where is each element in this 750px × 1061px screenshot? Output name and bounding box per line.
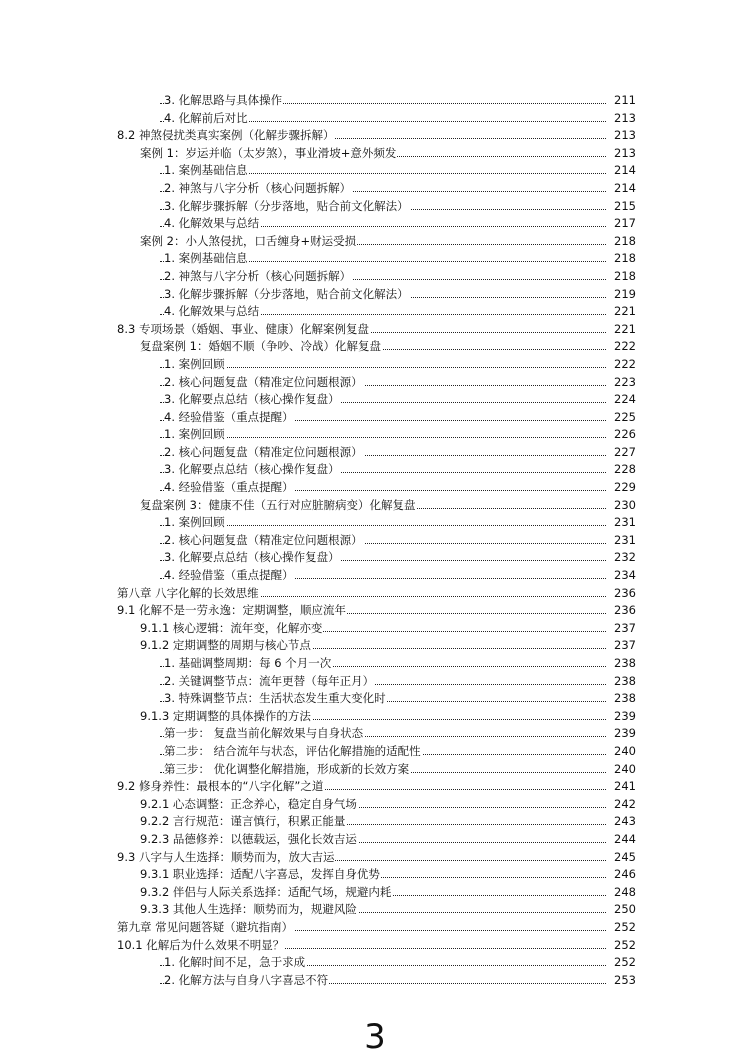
toc-entry[interactable]	[0, 215, 750, 233]
toc-entry-title[interactable]: 第二步： 结合流年与状态，评估化解措施的适配性	[164, 743, 422, 761]
page-number: 3	[364, 1017, 386, 1057]
toc-entry-title[interactable]: 2. 关键调整节点：流年更替（每年正月）	[164, 673, 375, 691]
toc-entry-page[interactable]: 213	[607, 145, 636, 163]
toc-entry-title[interactable]: 9.1 化解不是一劳永逸：定期调整，顺应流年	[117, 602, 347, 620]
toc-entry-title[interactable]: 3. 化解步骤拆解（分步落地，贴合前文化解法）	[164, 286, 410, 304]
toc-entry-title[interactable]: 2. 化解方法与自身八字喜忌不符	[164, 972, 329, 990]
toc-entry[interactable]	[0, 198, 750, 216]
toc-entry-page[interactable]: 218	[607, 233, 636, 251]
toc-entry-title[interactable]: 第八章 八字化解的长效思维	[117, 585, 260, 603]
toc-entry[interactable]	[0, 514, 750, 532]
toc-entry-title[interactable]: 3. 特殊调整节点：生活状态发生重大变化时	[164, 690, 387, 708]
toc-entry-title[interactable]: 1. 案例回顾	[164, 356, 226, 374]
toc-entry-title[interactable]: 2. 核心问题复盘（精准定位问题根源）	[164, 532, 364, 550]
toc-entry-title[interactable]: 3. 化解思路与具体操作	[164, 92, 283, 110]
toc-entry[interactable]	[0, 567, 750, 585]
toc-entry-page[interactable]: 234	[607, 567, 636, 585]
toc-entry-title[interactable]: 2. 核心问题复盘（精准定位问题根源）	[164, 374, 364, 392]
toc-entry-page[interactable]: 218	[607, 250, 636, 268]
toc-entry-page[interactable]: 224	[607, 391, 636, 409]
toc-entry[interactable]	[0, 743, 750, 761]
toc-entry-page[interactable]: 222	[607, 356, 636, 374]
toc-entry[interactable]	[0, 303, 750, 321]
toc-entry[interactable]	[0, 92, 750, 110]
toc-entry-page[interactable]: 221	[607, 321, 636, 339]
toc-entry-page[interactable]: 252	[607, 954, 636, 972]
toc-entry-page[interactable]: 236	[607, 585, 636, 603]
toc-entry-page[interactable]: 245	[607, 849, 636, 867]
toc-entry-page[interactable]: 225	[607, 409, 636, 427]
toc-entry-page[interactable]: 250	[607, 901, 636, 919]
toc-entry-page[interactable]: 239	[607, 725, 636, 743]
toc-entry-title[interactable]: 1. 案例基础信息	[164, 162, 249, 180]
toc-entry[interactable]	[0, 233, 750, 251]
toc-entry-page[interactable]: 219	[607, 286, 636, 304]
toc-entry-title[interactable]: 10.1 化解后为什么效果不明显？	[117, 937, 285, 955]
table-of-contents	[0, 92, 750, 989]
toc-entry-title[interactable]: 9.2.1 心态调整：正念养心，稳定自身气场	[140, 796, 358, 814]
toc-entry-title[interactable]: 4. 经验借鉴（重点提醒）	[164, 409, 295, 427]
toc-entry[interactable]	[0, 250, 750, 268]
toc-entry[interactable]	[0, 813, 750, 831]
toc-entry-title[interactable]: 3. 化解要点总结（核心操作复盘）	[164, 391, 341, 409]
toc-entry[interactable]	[0, 866, 750, 884]
toc-entry-title[interactable]: 3. 化解要点总结（核心操作复盘）	[164, 461, 341, 479]
toc-entry-page[interactable]: 230	[607, 497, 636, 515]
toc-entry-page[interactable]: 248	[607, 884, 636, 902]
toc-entry-title[interactable]: 1. 化解时间不足，急于求成	[164, 954, 306, 972]
toc-entry[interactable]	[0, 127, 750, 145]
toc-entry-title[interactable]: 9.3.2 伴侣与人际关系选择：适配气场，规避内耗	[140, 884, 392, 902]
toc-entry[interactable]	[0, 444, 750, 462]
toc-entry[interactable]	[0, 426, 750, 444]
toc-entry[interactable]	[0, 180, 750, 198]
toc-entry[interactable]	[0, 110, 750, 128]
toc-entry-title[interactable]: 3. 化解步骤拆解（分步落地，贴合前文化解法）	[164, 198, 410, 216]
toc-entry[interactable]	[0, 532, 750, 550]
toc-entry-page[interactable]: 221	[607, 303, 636, 321]
toc-entry-title[interactable]: 8.2 神煞侵扰类真实案例（化解步骤拆解）	[117, 127, 335, 145]
toc-entry[interactable]	[0, 602, 750, 620]
toc-entry[interactable]	[0, 479, 750, 497]
toc-entry-title[interactable]: 2. 神煞与八字分析（核心问题拆解）	[164, 268, 352, 286]
toc-entry[interactable]	[0, 849, 750, 867]
toc-entry[interactable]	[0, 409, 750, 427]
toc-entry-title[interactable]: 第九章 常见问题答疑（避坑指南）	[117, 919, 294, 937]
toc-entry[interactable]	[0, 673, 750, 691]
toc-entry-title[interactable]: 复盘案例 1：婚姻不顺（争吵、冷战）化解复盘	[140, 338, 382, 356]
toc-entry-page[interactable]: 238	[607, 690, 636, 708]
toc-entry-page[interactable]: 246	[607, 866, 636, 884]
toc-entry-page[interactable]: 239	[607, 708, 636, 726]
toc-entry[interactable]	[0, 761, 750, 779]
toc-entry[interactable]	[0, 620, 750, 638]
toc-entry-page[interactable]: 214	[607, 162, 636, 180]
toc-entry-page[interactable]: 236	[607, 602, 636, 620]
toc-entry-page[interactable]: 241	[607, 778, 636, 796]
toc-entry-title[interactable]: 9.1.1 核心逻辑：流年变，化解亦变	[140, 620, 323, 638]
toc-entry-page[interactable]: 229	[607, 479, 636, 497]
toc-entry-page[interactable]: 240	[607, 761, 636, 779]
toc-entry-page[interactable]: 214	[607, 180, 636, 198]
toc-entry-title[interactable]: 4. 化解前后对比	[164, 110, 249, 128]
toc-entry[interactable]	[0, 145, 750, 163]
toc-entry[interactable]	[0, 338, 750, 356]
toc-entry[interactable]	[0, 725, 750, 743]
toc-entry[interactable]	[0, 391, 750, 409]
dot-leader	[160, 437, 636, 438]
toc-entry[interactable]	[0, 690, 750, 708]
toc-entry[interactable]	[0, 286, 750, 304]
toc-entry[interactable]	[0, 549, 750, 567]
toc-entry-page[interactable]: 231	[607, 514, 636, 532]
toc-entry[interactable]	[0, 268, 750, 286]
toc-entry-page[interactable]: 252	[607, 937, 636, 955]
toc-entry-page[interactable]: 252	[607, 919, 636, 937]
toc-entry-title[interactable]: 第三步： 优化调整化解措施，形成新的长效方案	[164, 761, 410, 779]
toc-entry-page[interactable]: 237	[607, 620, 636, 638]
toc-entry[interactable]	[0, 796, 750, 814]
toc-entry-title[interactable]: 案例 1：岁运并临（太岁煞），事业滑坡+意外频发	[140, 145, 397, 163]
toc-entry-page[interactable]: 211	[607, 92, 636, 110]
toc-entry-title[interactable]: 9.3.1 职业选择：适配八字喜忌，发挥自身优势	[140, 866, 381, 884]
toc-entry-title[interactable]: 复盘案例 3：健康不佳（五行对应脏腑病变）化解复盘	[140, 497, 416, 515]
toc-entry[interactable]	[0, 461, 750, 479]
toc-entry[interactable]	[0, 919, 750, 937]
toc-entry-page[interactable]: 232	[607, 549, 636, 567]
toc-entry[interactable]	[0, 497, 750, 515]
toc-entry-title[interactable]: 9.1.3 定期调整的具体操作的方法	[140, 708, 312, 726]
toc-entry-title[interactable]: 4. 经验借鉴（重点提醒）	[164, 567, 295, 585]
toc-entry-title[interactable]: 1. 基础调整周期：每 6 个月一次	[164, 655, 332, 673]
toc-entry[interactable]	[0, 937, 750, 955]
toc-entry[interactable]	[0, 901, 750, 919]
toc-entry[interactable]	[0, 162, 750, 180]
toc-entry-title[interactable]: 9.2.3 品德修养：以德载运，强化长效吉运	[140, 831, 358, 849]
toc-entry-title[interactable]: 4. 化解效果与总结	[164, 303, 260, 321]
toc-entry-page[interactable]: 228	[607, 461, 636, 479]
toc-entry[interactable]	[0, 778, 750, 796]
toc-entry-page[interactable]: 227	[607, 444, 636, 462]
toc-entry-page[interactable]: 237	[607, 637, 636, 655]
toc-entry-title[interactable]: 9.3.3 其他人生选择：顺势而为，规避风险	[140, 901, 358, 919]
toc-entry-page[interactable]: 223	[607, 374, 636, 392]
toc-entry-page[interactable]: 213	[607, 110, 636, 128]
toc-entry-page[interactable]: 226	[607, 426, 636, 444]
dot-leader	[160, 525, 636, 526]
toc-entry-page[interactable]: 215	[607, 198, 636, 216]
toc-entry-title[interactable]: 2. 核心问题复盘（精准定位问题根源）	[164, 444, 364, 462]
toc-entry-page[interactable]: 217	[607, 215, 636, 233]
toc-entry-page[interactable]: 238	[607, 673, 636, 691]
toc-entry-title[interactable]: 4. 化解效果与总结	[164, 215, 260, 233]
toc-entry-title[interactable]: 9.3 八字与人生选择：顺势而为，放大吉运	[117, 849, 335, 867]
toc-entry-title[interactable]: 第一步： 复盘当前化解效果与自身状态	[164, 725, 364, 743]
toc-entry-page[interactable]: 243	[607, 813, 636, 831]
toc-entry[interactable]	[0, 637, 750, 655]
toc-entry-page[interactable]: 253	[607, 972, 636, 990]
toc-entry-title[interactable]: 1. 案例基础信息	[164, 250, 249, 268]
toc-entry-title[interactable]: 9.1.2 定期调整的周期与核心节点	[140, 637, 312, 655]
toc-entry-page[interactable]: 213	[607, 127, 636, 145]
toc-entry[interactable]	[0, 954, 750, 972]
toc-entry-title[interactable]: 2. 神煞与八字分析（核心问题拆解）	[164, 180, 352, 198]
toc-entry-title[interactable]: 1. 案例回顾	[164, 426, 226, 444]
toc-entry[interactable]	[0, 585, 750, 603]
toc-entry-title[interactable]: 8.3 专项场景（婚姻、事业、健康）化解案例复盘	[117, 321, 370, 339]
toc-entry[interactable]	[0, 374, 750, 392]
toc-entry-title[interactable]: 案例 2：小人煞侵扰，口舌缠身+财运受损	[140, 233, 357, 251]
toc-entry[interactable]	[0, 356, 750, 374]
toc-entry[interactable]	[0, 321, 750, 339]
toc-entry-page[interactable]: 242	[607, 796, 636, 814]
toc-entry-page[interactable]: 238	[607, 655, 636, 673]
toc-entry-page[interactable]: 218	[607, 268, 636, 286]
toc-entry[interactable]	[0, 708, 750, 726]
toc-entry[interactable]	[0, 831, 750, 849]
toc-entry-title[interactable]: 9.2.2 言行规范：谨言慎行，积累正能量	[140, 813, 346, 831]
dot-leader	[160, 367, 636, 368]
toc-entry-page[interactable]: 231	[607, 532, 636, 550]
toc-entry[interactable]	[0, 655, 750, 673]
toc-entry-title[interactable]: 4. 经验借鉴（重点提醒）	[164, 479, 295, 497]
toc-entry-page[interactable]: 244	[607, 831, 636, 849]
toc-entry-title[interactable]: 1. 案例回顾	[164, 514, 226, 532]
toc-entry-title[interactable]: 9.2 修身养性：最根本的“八字化解”之道	[117, 778, 324, 796]
toc-entry-page[interactable]: 240	[607, 743, 636, 761]
toc-entry-title[interactable]: 3. 化解要点总结（核心操作复盘）	[164, 549, 341, 567]
toc-entry[interactable]	[0, 972, 750, 990]
toc-entry-page[interactable]: 222	[607, 338, 636, 356]
toc-entry[interactable]	[0, 884, 750, 902]
